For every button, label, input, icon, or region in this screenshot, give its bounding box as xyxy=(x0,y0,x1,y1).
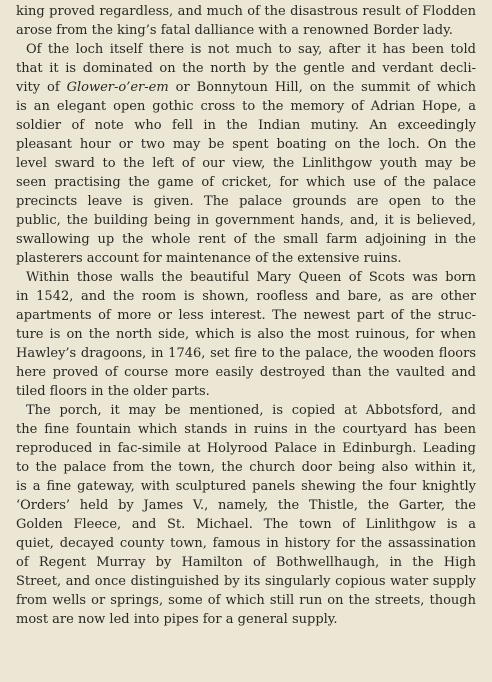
text-line: reproduced in fac-simile at Holyrood Palace in Edinburgh. Leading xyxy=(16,441,476,456)
text-line: quiet, decayed county town, famous in history for the assassination xyxy=(16,536,476,551)
text-line: here proved of course more easily destroyed than the vaulted and xyxy=(16,365,476,380)
text-line: the fine fountain which stands in ruins in the courtyard has been xyxy=(16,422,476,437)
text-line: Of the loch itself there is not much to say, after it has been told xyxy=(26,42,476,57)
text-line xyxy=(16,78,476,97)
text-line: soldier of note who fell in the Indian mutiny. An exceedingly xyxy=(16,118,476,133)
text-line: of Regent Murray by Hamilton of Bothwellhaugh, in the High xyxy=(16,555,476,570)
text-line: from wells or springs, some of which still run on the streets, though xyxy=(16,593,476,608)
text-run: or Bonnytoun Hill, on the summit of which xyxy=(168,80,477,95)
text-line: Hawley’s dragoons, in 1746, set fire to the palace, the wooden floors xyxy=(16,346,476,361)
text-line: Within those walls the beautiful Mary Queen of Scots was born xyxy=(26,270,476,285)
text-line: ‘Orders’ held by James V., namely, the Thistle, the Garter, the xyxy=(16,498,476,513)
text-line: to the palace from the town, the church door being also within it, xyxy=(16,460,476,475)
text-line: arose from the king’s fatal dalliance with a renowned Border lady. xyxy=(16,23,453,38)
text-line: seen practising the game of cricket, for which use of the palace xyxy=(16,175,476,190)
text-line: precincts leave is given. The palace grounds are open to the xyxy=(16,194,476,209)
paragraph-1 xyxy=(16,2,476,40)
text-line: ture is on the north side, which is also the most ruinous, for when xyxy=(16,327,476,342)
text-line: is an elegant open gothic cross to the memory of Adrian Hope, a xyxy=(16,99,476,114)
text-line: The porch, it may be mentioned, is copied at Abbotsford, and xyxy=(26,403,476,418)
text-line: pleasant hour or two may be spent boating on the loch. On the xyxy=(16,137,476,152)
text-line: swallowing up the whole rent of the small farm adjoining in the xyxy=(16,232,476,247)
text-line: Golden Fleece, and St. Michael. The town of Linlithgow is a xyxy=(16,517,476,532)
text-line: most are now led into pipes for a general supply. xyxy=(16,612,338,627)
text-run: vity of xyxy=(16,80,67,95)
text-line: public, the building being in government hands, and, it is believed, xyxy=(16,213,476,228)
text-line: plasterers account for maintenance of the extensive ruins. xyxy=(16,251,402,266)
text-line: level sward to the left of our view, the Linlithgow youth may be xyxy=(16,156,476,171)
text-line: king proved regardless, and much of the disastrous result of Flodden xyxy=(16,4,476,19)
text-line: apartments of more or less interest. The newest part of the struc- xyxy=(16,308,476,323)
text-line: in 1542, and the room is shown, roofless and bare, as are other xyxy=(16,289,476,304)
text-line: that it is dominated on the north by the gentle and verdant decli- xyxy=(16,61,476,76)
text-line: is a fine gateway, with sculptured panels shewing the four knightly xyxy=(16,479,476,494)
paragraph-3 xyxy=(16,268,476,401)
italic-place-name: Glower-o’er-em xyxy=(66,80,169,95)
text-line: tiled floors in the older parts. xyxy=(16,384,210,399)
text-line: Street, and once distinguished by its singularly copious water supply xyxy=(16,574,476,589)
paragraph-4 xyxy=(16,401,476,629)
paragraph-2 xyxy=(16,40,476,268)
